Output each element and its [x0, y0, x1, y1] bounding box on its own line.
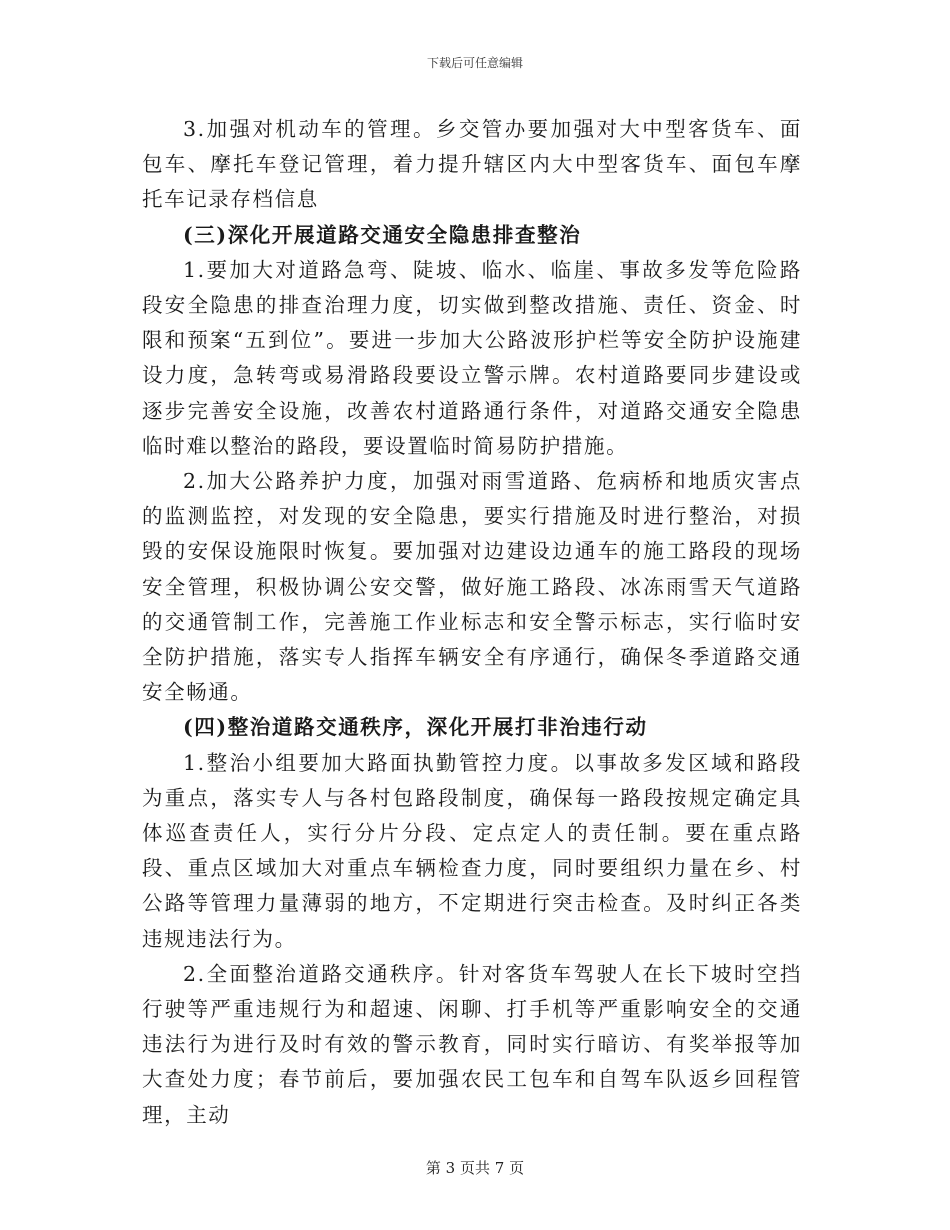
paragraph-road-maintenance: 2.加大公路养护力度，加强对雨雪道路、危病桥和地质灾害点的监测监控，对发现的安全隐患，要实行措施及时进行整治，对损毁的安保设施限时恢复。要加强对边建设边通车的施工路段的现场安全管理，积极协调公安交警，做好施工路段、冰冻雨雪天气道路的交通管制工作，完善施工作业标志和安全警示标志，实行临时安全防护措施，落实专人指挥车辆安全有序通行，确保冬季道路交通安全畅通。: [142, 469, 802, 705]
paragraph-vehicle-management: 3.加强对机动车的管理。乡交管办要加强对大中型客货车、面包车、摩托车登记管理，着力提升辖区内大中型客货车、面包车摩托车记录存档信息: [142, 117, 802, 212]
section-heading-4: (四)整治道路交通秩序，深化开展打非治违行动: [183, 715, 648, 740]
section-heading-3: (三)深化开展道路交通安全隐患排查整治: [183, 222, 582, 247]
page-footer: 第 3 页共 7 页: [425, 1159, 525, 1177]
page-header: 下载后可任意编辑: [426, 56, 523, 70]
document-body: [142, 112, 802, 1133]
paragraph-traffic-order: 2.全面整治道路交通秩序。针对客货车驾驶人在长下坡时空挡行驶等严重违规行为和超速、闲聊、打手机等严重影响安全的交通违法行为进行及时有效的警示教育，同时实行暗访、有奖举报等加大查处力度；春节前后，要加强农民工包车和自驾车队返乡回程管理，主动: [142, 961, 802, 1127]
paragraph-patrol-control: 1.整治小组要加大路面执勤管控力度。以事故多发区域和路段为重点，落实专人与各村包路段制度，确保每一路段按规定确定具体巡查责任人，实行分片分段、定点定人的责任制。要在重点路段、重点区域加大对重点车辆检查力度，同时要组织力量在乡、村公路等管理力量薄弱的地方，不定期进行突击检查。及时纠正各类违规违法行为。: [142, 750, 802, 951]
paragraph-hazard-roads: 1.要加大对道路急弯、陡坡、临水、临崖、事故多发等危险路段安全隐患的排查治理力度，切实做到整改措施、责任、资金、时限和预案“五到位”。要进一步加大公路波形护栏等安全防护设施建设力度，急转弯或易滑路段要设立警示牌。农村道路要同步建设或逐步完善安全设施，改善农村道路通行条件，对道路交通安全隐患临时难以整治的路段，要设置临时简易防护措施。: [142, 257, 802, 458]
